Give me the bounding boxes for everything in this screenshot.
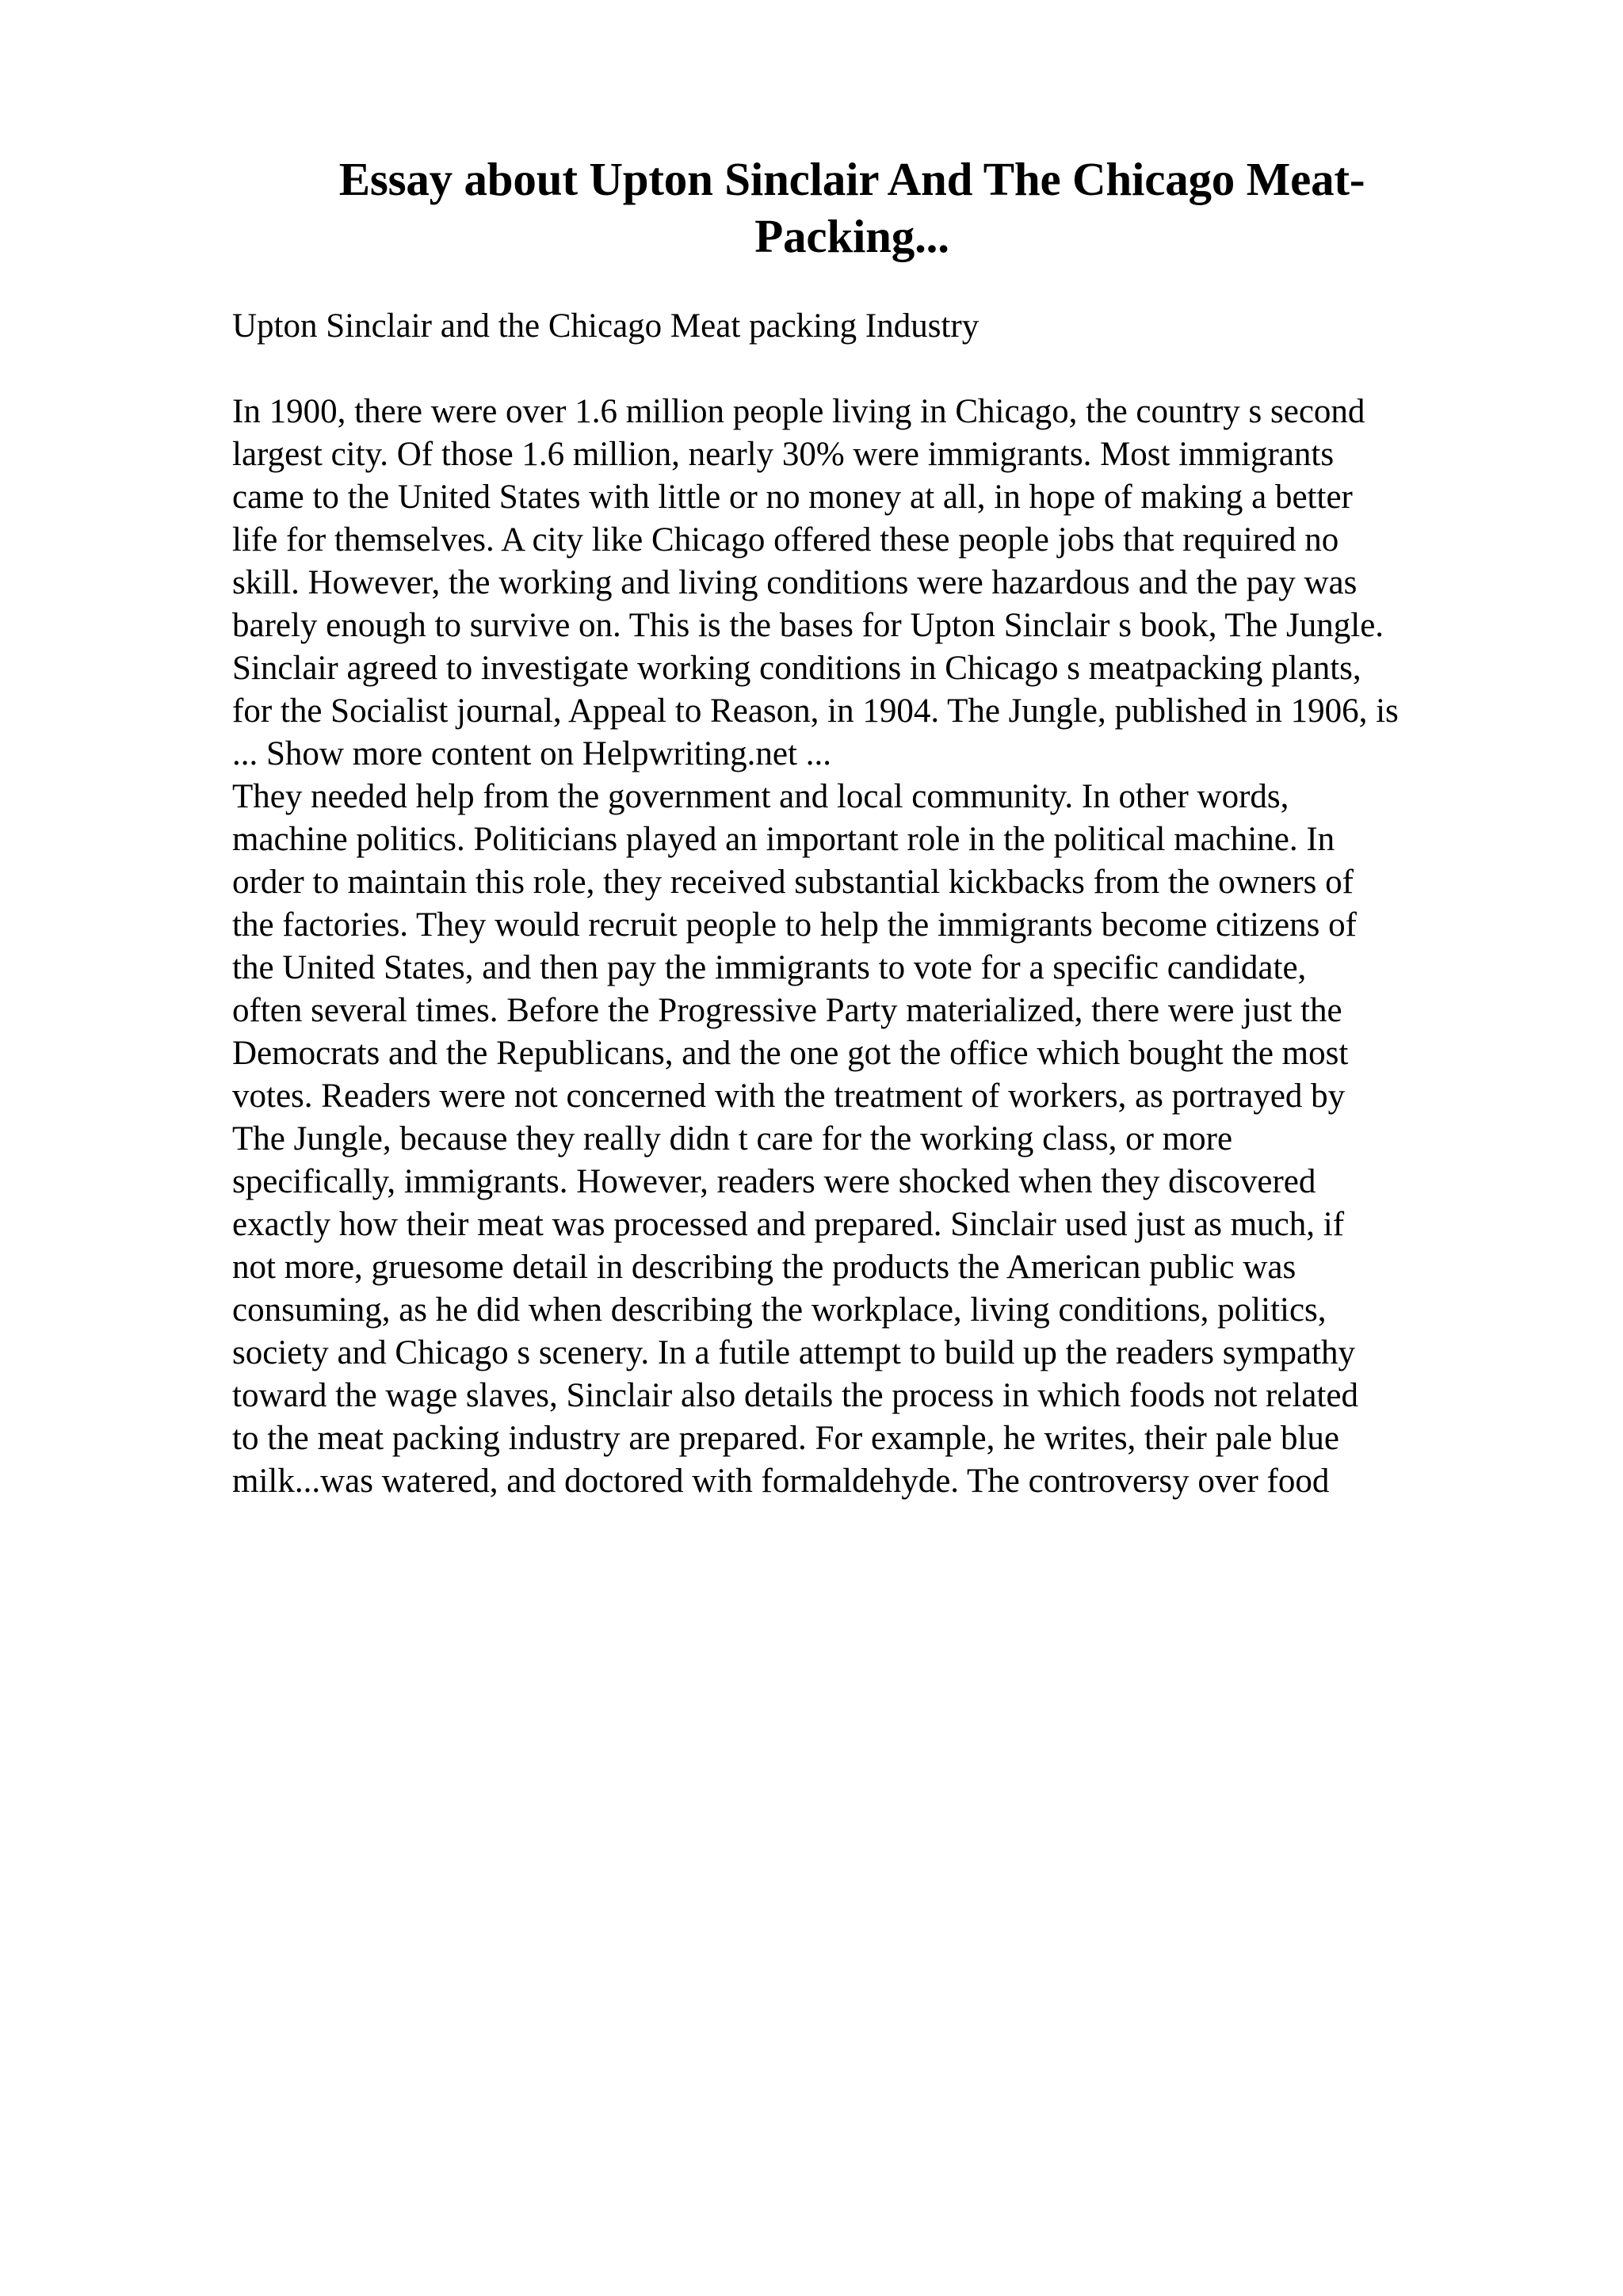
document-title	[222, 151, 1482, 265]
title-line-1: Essay about Upton Sinclair And The Chicago Meat-	[338, 153, 1365, 205]
paragraph-1-line: for the Socialist journal, Appeal to Reason, in 1904. The Jungle, published in 1906, is	[232, 692, 1399, 730]
show-more-notice: ... Show more content on Helpwriting.net ...	[232, 735, 831, 772]
paragraph-1-line: came to the United States with little or no money at all, in hope of making a better	[232, 479, 1353, 516]
paragraph-2-line: the factories. They would recruit people to help the immigrants become citizens of	[232, 906, 1357, 944]
paragraph-2-line: to the meat packing industry are prepared. For example, he writes, their pale blue	[232, 1420, 1339, 1457]
paragraph-2-line: order to maintain this role, they received substantial kickbacks from the owners of	[232, 864, 1354, 901]
paragraph-1-line: skill. However, the working and living conditions were hazardous and the pay was	[232, 564, 1358, 601]
paragraph-2-line: society and Chicago s scenery. In a futile attempt to build up the readers sympathy	[232, 1334, 1356, 1371]
paragraph-2-line: milk...was watered, and doctored with formaldehyde. The controversy over food	[232, 1463, 1330, 1500]
paragraph-2-line: consuming, as he did when describing the workplace, living conditions, politics,	[232, 1291, 1327, 1329]
paragraph-2-line: Democrats and the Republicans, and the one got the office which bought the most	[232, 1035, 1349, 1072]
paragraph-1-line: barely enough to survive on. This is the bases for Upton Sinclair s book, The Jungle.	[232, 607, 1384, 644]
paragraph-2-line: the United States, and then pay the immigrants to vote for a specific candidate,	[232, 949, 1307, 986]
paragraph-2-line: not more, gruesome detail in describing the products the American public was	[232, 1249, 1296, 1286]
title-line-2: Packing...	[754, 210, 949, 262]
paragraph-2-line: They needed help from the government and local community. In other words,	[232, 778, 1289, 815]
paragraph-2-line: The Jungle, because they really didn t care for the working class, or more	[232, 1120, 1233, 1158]
paragraph-2-line: often several times. Before the Progressive Party materialized, there were just the	[232, 992, 1342, 1029]
document-subtitle: Upton Sinclair and the Chicago Meat packing Industry	[232, 307, 980, 345]
paragraph-2-line: toward the wage slaves, Sinclair also details the process in which foods not related	[232, 1377, 1358, 1414]
paragraph-2-line: votes. Readers were not concerned with the treatment of workers, as portrayed by	[232, 1077, 1346, 1115]
paragraph-1-line: largest city. Of those 1.6 million, nearly 30% were immigrants. Most immigrants	[232, 436, 1335, 473]
paragraph-2-line: specifically, immigrants. However, readers were shocked when they discovered	[232, 1163, 1316, 1200]
paragraph-1-line: Sinclair agreed to investigate working conditions in Chicago s meatpacking plants,	[232, 650, 1361, 687]
paragraph-1-line: life for themselves. A city like Chicago offered these people jobs that required no	[232, 521, 1339, 559]
paragraph-2-line: exactly how their meat was processed and prepared. Sinclair used just as much, if	[232, 1206, 1345, 1243]
paragraph-2-line: machine politics. Politicians played an important role in the political machine. In	[232, 821, 1335, 858]
paragraph-1-line: In 1900, there were over 1.6 million people living in Chicago, the country s second	[232, 393, 1365, 430]
